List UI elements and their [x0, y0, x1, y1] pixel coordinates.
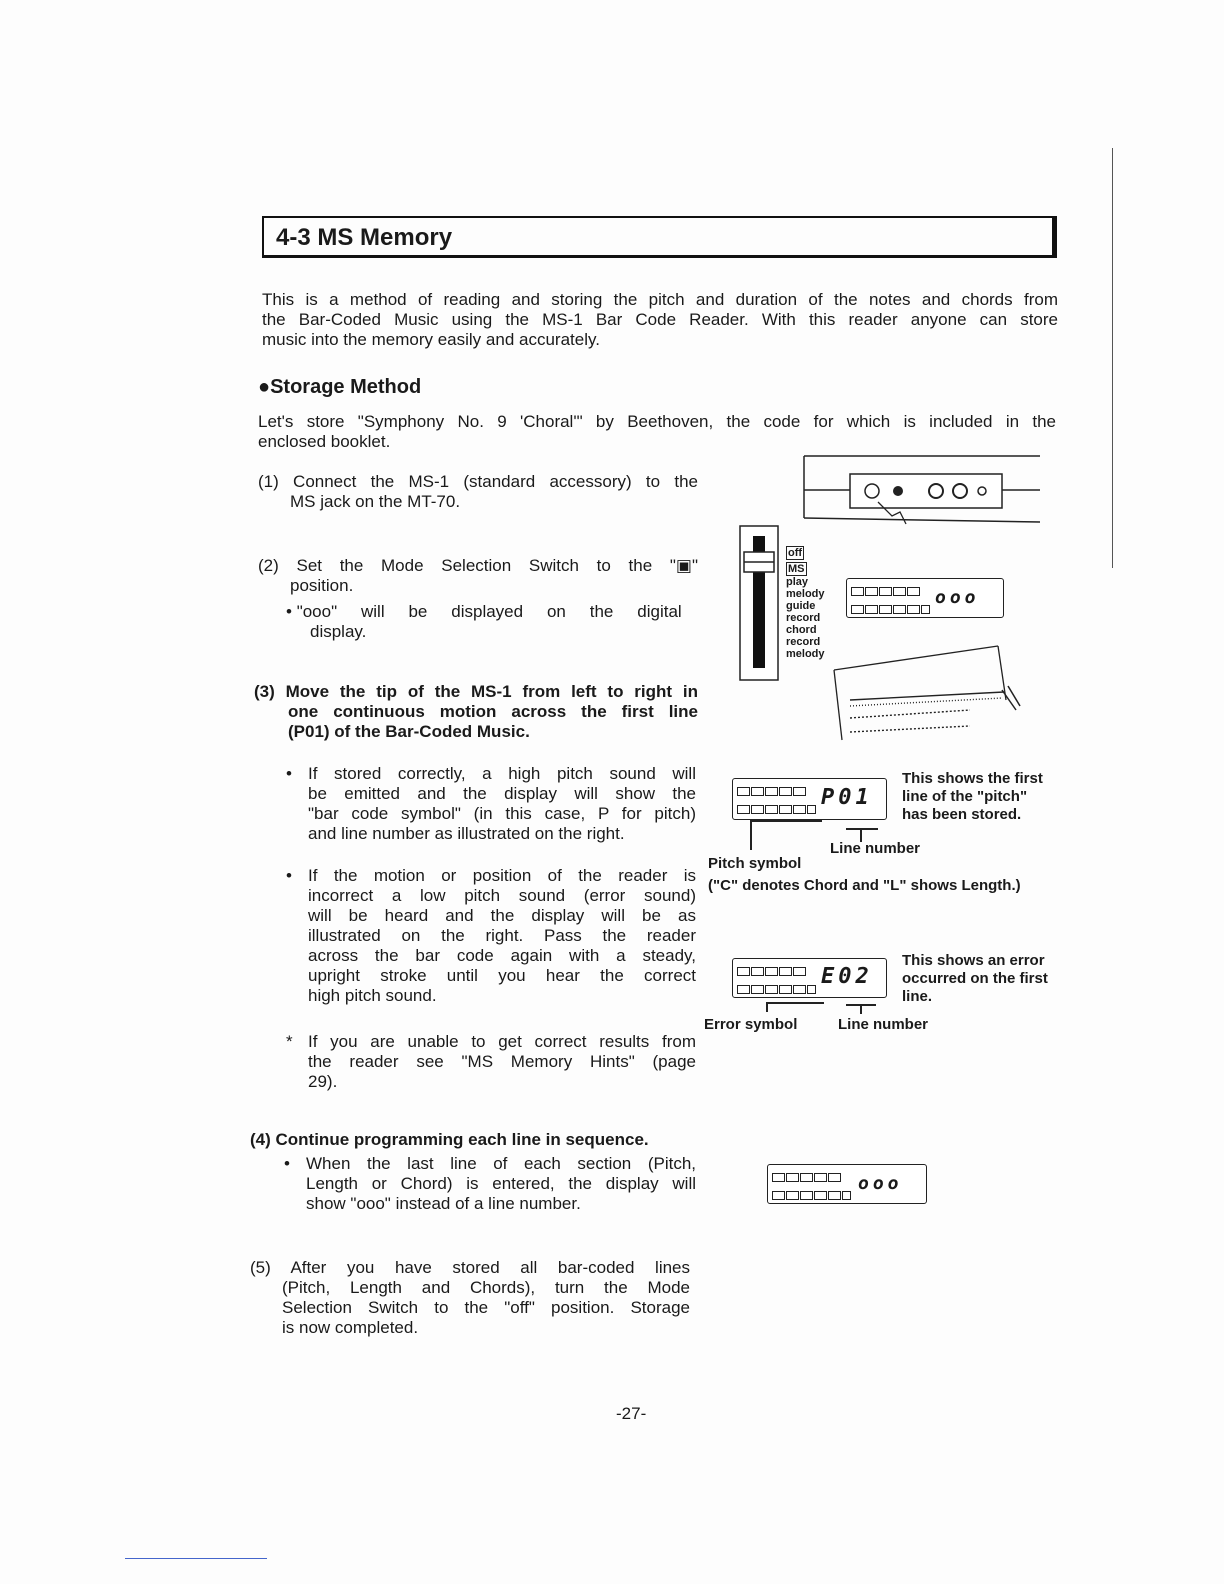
switch-label: play — [786, 576, 809, 588]
note-line: line of the "pitch" — [902, 788, 1028, 805]
bar-code-sheet — [820, 640, 1030, 750]
switch-label: record — [786, 612, 821, 624]
step-5-line: Selection Switch to the "off" position. Storage — [282, 1298, 690, 1317]
switch-label: melody — [786, 648, 825, 660]
page-number: -27- — [616, 1404, 647, 1423]
note-line: This shows the first — [902, 770, 1043, 787]
storage-line: Let's store "Symphony No. 9 'Choral'" by Beethoven, the code for which is included in the — [258, 412, 1056, 431]
storage-heading: ●Storage Method — [258, 376, 422, 398]
bullet-text: will be heard and the display will be as — [308, 906, 696, 925]
step-1 — [258, 472, 698, 512]
section-title-box — [262, 216, 1057, 258]
pitch-symbol-label: Pitch symbol — [708, 855, 802, 872]
step-1-line: MS jack on the MT-70. — [290, 492, 461, 511]
step-5 — [250, 1258, 690, 1338]
error-symbol-leader — [766, 1002, 768, 1012]
symbols-note: ("C" denotes Chord and "L" shows Length.) — [708, 877, 1021, 894]
bullet-text: incorrect a low pitch sound (error sound) — [308, 886, 696, 905]
switch-labels — [786, 546, 825, 660]
bullet-text: upright stroke until you hear the correct — [308, 966, 696, 985]
step-5-line: (Pitch, Length and Chords), turn the Mode — [282, 1278, 690, 1297]
step-4 — [250, 1130, 696, 1214]
intro-line: the Bar-Coded Music using the MS-1 Bar Code Reader. With this reader anyone can store — [262, 310, 1058, 329]
ms-jack-diagram — [800, 450, 1045, 530]
bullet-text: Length or Chord) is entered, the display will — [306, 1174, 696, 1193]
step-3-note: * If you are unable to get correct results from the reader see "MS Memory Hints" (page 29). — [286, 1032, 696, 1091]
switch-label: guide — [786, 600, 816, 612]
bullet-text: If stored correctly, a high pitch sound will — [308, 764, 696, 783]
intro-line: music into the memory easily and accurately. — [262, 330, 600, 349]
bullet-text: display. — [310, 622, 367, 641]
step-5-line: (5) After you have stored all bar-coded lines — [250, 1258, 690, 1277]
line-number-bracket — [846, 828, 878, 830]
section-title: 4-3 MS Memory — [276, 224, 453, 251]
bullet-text: When the last line of each section (Pitch, — [306, 1154, 696, 1173]
display-value: ooo — [935, 587, 980, 608]
pitch-symbol-leader — [750, 820, 752, 850]
switch-label: record — [786, 636, 821, 648]
bullet-text: "ooo" will be displayed on the digital — [296, 602, 682, 621]
step-4-line: (4) Continue programming each line in sequence. — [250, 1130, 649, 1149]
error-symbol-bracket — [766, 1002, 824, 1004]
bullet-text: and line number as illustrated on the right. — [308, 824, 625, 843]
pitch-symbol-bracket — [750, 820, 822, 822]
switch-label-off: off — [788, 547, 803, 559]
intro-paragraph — [262, 290, 1058, 350]
switch-label-ms: MS — [788, 563, 805, 575]
error-note — [902, 952, 1048, 1006]
bullet-text: If the motion or position of the reader is — [308, 866, 696, 885]
note-text: 29). — [308, 1072, 338, 1091]
scan-underline — [125, 1558, 267, 1559]
display-value: E02 — [821, 964, 873, 989]
display-value: P01 — [821, 785, 873, 810]
step-5-line: is now completed. — [282, 1318, 419, 1337]
switch-label: melody — [786, 588, 825, 600]
intro-line: This is a method of reading and storing the pitch and duration of the notes and chords from — [262, 290, 1058, 309]
storage-paragraph — [258, 412, 1056, 452]
digital-display-final — [767, 1164, 927, 1204]
pitch-note — [902, 770, 1043, 824]
bullet-text: show "ooo" instead of a line number. — [306, 1194, 581, 1213]
note-line: occurred on the first — [902, 970, 1048, 987]
display-value: ooo — [858, 1173, 903, 1194]
digital-display-error — [732, 958, 887, 998]
step-1-line: (1) Connect the MS-1 (standard accessory) to the — [258, 472, 698, 491]
step-4-bullet: • When the last line of each section (Pitch, Length or Chord) is entered, the display will show "ooo" instead of a line number. — [284, 1154, 696, 1213]
line-number-leader-2 — [860, 1004, 862, 1014]
digital-display-pitch — [732, 778, 887, 820]
note-text: If you are unable to get correct results from — [308, 1032, 696, 1051]
bullet-text: across the bar code again with a steady, — [308, 946, 696, 965]
step-3-bullet-a: • If stored correctly, a high pitch sound will be emitted and the display will show the "bar code symbol" (in this case, P for pitch) and line number as illustrated on the right. — [286, 764, 696, 843]
step-3-line: one continuous motion across the first line — [288, 702, 698, 721]
error-symbol-label: Error symbol — [704, 1016, 798, 1033]
step-3-bullet-b: • If the motion or position of the reader is incorrect a low pitch sound (error sound) will be heard and the display will be as illustrated on the right. Pass the reader across the bar code again with a steady, upright stroke until you hear the correct high pitch sound. — [286, 866, 696, 1005]
step-3-line: (3) Move the tip of the MS-1 from left to right in — [254, 682, 698, 701]
note-line: line. — [902, 988, 933, 1005]
bullet-text: illustrated on the right. Pass the reader — [308, 926, 696, 945]
step-2-bullet: • "ooo" will be displayed on the digital display. — [258, 602, 698, 642]
digital-display-idle — [846, 578, 1004, 618]
note-line: has been stored. — [902, 806, 1022, 823]
note-line: This shows an error — [902, 952, 1045, 969]
bullet-text: "bar code symbol" (in this case, P for pitch) — [308, 804, 696, 823]
step-2 — [258, 556, 698, 642]
note-text: the reader see "MS Memory Hints" (page — [308, 1052, 696, 1071]
bullet-text: high pitch sound. — [308, 986, 437, 1005]
scan-edge-line — [1112, 148, 1113, 568]
storage-line: enclosed booklet. — [258, 432, 391, 451]
switch-label: chord — [786, 624, 817, 636]
line-number-label: Line number — [830, 840, 921, 857]
mode-switch-diagram — [736, 522, 786, 684]
step-3-line: (P01) of the Bar-Coded Music. — [288, 722, 530, 741]
step-2-line: position. — [290, 576, 354, 595]
bullet-text: be emitted and the display will show the — [308, 784, 696, 803]
line-number-label-2: Line number — [838, 1016, 929, 1033]
step-2-line: (2) Set the Mode Selection Switch to the "▣" — [258, 556, 698, 575]
step-3 — [254, 682, 698, 742]
